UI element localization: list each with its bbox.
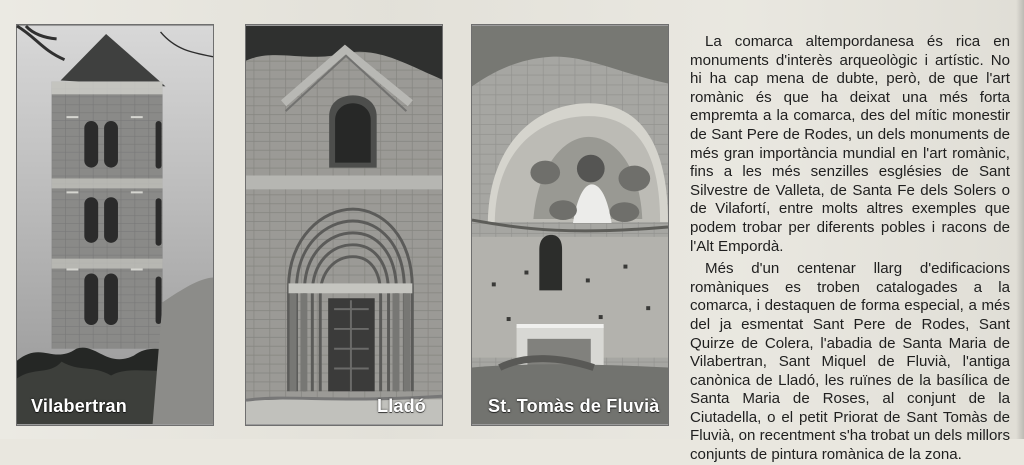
vilabertran-photo (16, 24, 214, 426)
vilabertran-bell-tower-image (17, 25, 213, 425)
article-text (690, 33, 1010, 465)
page-edge-shadow (1016, 0, 1024, 439)
st-tomas-apse-image (472, 25, 668, 425)
st-tomas-de-fluvia-caption: St. Tomàs de Fluvià (488, 396, 660, 416)
article-paragraph-2: Més d'un centenar llarg d'edificacions romàniques es troben catalogades a la comarca, i destaquen de forma especial, a més del ja esmentat Sant Pere de Rodes, Sant Quirze de Colera, l'abadia de Santa Maria de Vilabertran, Sant Miquel de Fluvià, l'antiga canònica de Lladó, les ruïnes de la basílica de Santa Maria de Roses, al conjunt de la Ciutadella, o el petit Priorat de Sant Tomàs de Fluvià, on recentment s'ha trobat un dels millors conjunts de pintura romànica de la zona. (690, 260, 1010, 464)
vilabertran-caption: Vilabertran (31, 396, 127, 416)
llado-photo (245, 24, 443, 426)
st-tomas-de-fluvia-photo (471, 24, 669, 426)
llado-church-facade-image (246, 25, 442, 425)
article-paragraph-1: La comarca altempordanesa és rica en monuments d'interès arqueològic i artístic. No hi ha cap mena de dubte, però, de que l'art romànic és que ha deixat una més forta empremta a la comarca, des del mític monestir de Sant Pere de Rodes, un dels monuments de més gran importància mundial en l'art romànic, fins a les més senzilles esglésies de Sant Silvestre de Valleta, de Santa Fe dels Solers o de Vilafortí, entre molts altres exemples que podem trobar per diferents pobles i racons de l'Alt Empordà. (690, 33, 1010, 255)
llado-caption: Lladó (377, 396, 426, 416)
